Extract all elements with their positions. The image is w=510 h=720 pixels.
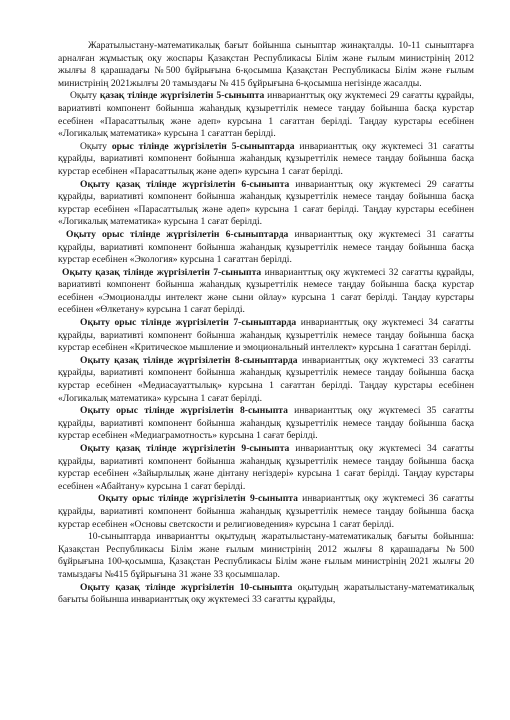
paragraph-grade8-kazakh: [58, 355, 474, 405]
paragraph-text: инварианттық оқу жүктемесі 36 сағатты құрайды, вариативті компонент бойынша жаһандық құзыреттілік немесе таңдау бойынша басқа курстар есебінен «Основы светскости и религиоведения» курсына 1 сағат берілді.: [58, 493, 474, 530]
paragraph-grade5-kazakh: [58, 90, 474, 140]
paragraph-text: инварианттық оқу жүктемесі 29 сағатты құрайды, вариативті компонент бойынша жаһандық құзыреттілік немесе таңдау бойынша басқа курстар есебінен «Парасаттылық және әдеп» курсына 1 сағат берілді. Таңдау курстары есебінен «Логикалық математика» курсына 1 сағат берілді.: [58, 178, 474, 228]
paragraph-text: оқытудың жаратылыстану-математикалық бағыты бойынша инварианттық оқу жүктемесі 33 сағатты құрайды,: [58, 581, 475, 606]
paragraph-text: инварианттық оқу жүктемесі 35 сағатты құрайды, вариативті компонент бойынша жаһандық құзыреттілік немесе таңдау бойынша басқа курстар есебінен «Медиаграмотность» курсына 1 сағат берілді.: [58, 405, 474, 442]
paragraph-text: инварианттық оқу жүктемесі 34 сағатты құрайды, вариативті компонент бойынша жаһандық құзыреттілік немесе таңдау бойынша басқа курстар есебінен «Зайырлылық және дінтану негіздері» курсына 1 сағат берілді. Таңдау курстары есебінен «Абайтану» курсына 1 сағат берілді.: [58, 443, 474, 492]
paragraph-text: инварианттық оқу жүктемесі 32 сағатты құрайды, вариативті компонент бойынша жаһандық құзыреттілік немесе таңдау бойынша басқа курстар есебінен «Эмоционалды интелект және сыни ойлау» курсына 1 сағат берілді. Таңдау курстары есебінен «Өлкетану» курсына 1 сағат берілді.: [58, 266, 474, 316]
paragraph-grade9-russian: [58, 493, 474, 531]
paragraph-bold-heading: Оқыту қазақ тілінде жүргізілетін 8-сыныптарда: [80, 354, 298, 366]
paragraph-grade6-russian: [58, 229, 474, 267]
paragraph-text: инварианттық оқу жүктемесі 31 сағатты құрайды, вариативті компонент бойынша жаһандық құзыреттілік немесе таңдау бойынша басқа курстар есебінен «Парасаттылық және әдеп» курсына 1 сағат берілді.: [58, 140, 475, 177]
paragraph-text: Жаратылыстану-математикалық бағыт бойынша сыныптар жинақталды. 10-11 сыныптарға арналған жұмыстық оқу жоспары Қазақстан Республикасы Білім және ғылым министрінің 2012 жылғы 8 қарашадағы №500 бұйрығына 6-қосымша Қазақстан Республикасы Білім және ғылым министрінің 2021жылғы 20 тамыздағы № 415 бұйрығына 6-қосымша негізінде жасалды.: [58, 40, 474, 89]
paragraph-grade8-russian: [58, 405, 474, 443]
paragraph-grade5-russian: [58, 141, 474, 179]
paragraph-grade7-kazakh: [58, 267, 474, 317]
document-page: [58, 40, 474, 607]
paragraph-grade7-russian: [58, 317, 474, 355]
paragraph-bold-heading: Оқыту орыс тілінде жүргізілетін 7-сыныптарда: [80, 317, 297, 329]
paragraph-grade10-kazakh: [58, 582, 474, 607]
paragraph-bold-heading: Оқыту қазақ тілінде жүргізілетін 9-сыныпта: [80, 443, 290, 454]
paragraph-grade10-intro: [58, 531, 474, 581]
paragraph-bold-heading: Оқыту орыс тілінде жүргізілетін 9-сыныпта: [98, 493, 298, 505]
paragraph-intro: [58, 40, 474, 90]
paragraph-bold-heading: Оқыту қазақ тілінде жүргізілетін 10-сыныпта: [80, 581, 293, 593]
paragraph-text: инварианттық оқу жүктемесі 29 сағатты құрайды, вариативті компонент бойынша жаһандық құзыреттілік немесе таңдау бойынша басқа курстар есебінен «Парасаттылық және әдеп» курсына 1 сағаттан берілді. Таңдау курстары есебінен «Логикалық математика» курсына 1 сағаттан берілді.: [58, 90, 475, 140]
paragraph-bold-heading: Оқыту орыс тілінде жүргізілетін 6-сыныптарда: [66, 228, 289, 240]
paragraph-bold-heading: Оқыту қазақ тілінде жүргізілетін 7-сыныпта: [62, 266, 262, 278]
paragraph-text: Оқыту: [70, 90, 100, 102]
paragraph-bold-heading: қазақ тілінде жүргізілетін 5-сыныпта: [99, 90, 265, 102]
paragraph-text: инварианттық оқу жүктемесі 31 сағатты құрайды, вариативті компонент бойынша жаһандық құзыреттілік немесе таңдау бойынша басқа курстар есебінен «Экология» курсына 1 сағаттан берілді.: [58, 228, 474, 266]
paragraph-grade9-kazakh: [58, 443, 474, 493]
paragraph-bold-heading: Оқыту қазақ тілінде жүргізілетін 6-сыныпта: [80, 178, 290, 190]
paragraph-grade6-kazakh: [58, 179, 474, 229]
paragraph-text: инварианттық оқу жүктемесі 33 сағатты құрайды, вариативті компонент бойынша жаһандық құзыреттілік немесе таңдау бойынша басқа курстар есебінен «Медиасауаттылық» курсына 1 сағаттан берілді. Таңдау курстары есебінен «Логикалық математика» курсына 1 сағат берілді.: [58, 354, 474, 404]
paragraph-bold-heading: Оқыту орыс тілінде жүргізілетін 8-сыныпта: [80, 405, 288, 417]
paragraph-bold-heading: орыс тілінде жүргізілетін 5-сыныптарда: [111, 140, 295, 152]
paragraph-text: Оқыту: [80, 140, 112, 152]
paragraph-text: 10-сыныптарда инвариантты оқытудың жаратылыстану-математикалық бағыты бойынша: Қазақстан Республикасы Білім және ғылым министрінің 2012 жылғы 8 қарашадағы №500 бұйрығына 100-қосымша, Қазақстан Республикасы Білім және ғылым министрінің 2021 жылғы 20 тамыздағы №415 бұйрығына 31 және 33 қосымшалар.: [58, 531, 474, 580]
paragraph-text: инварианттық оқу жүктемесі 34 сағатты құрайды, вариативті компонент бойынша жаһандық құзыреттілік немесе таңдау бойынша басқа курстар есебінен «Критическое мышление и эмоциональный интеллект» курсына 1 сағаттан берілді.: [58, 317, 474, 354]
